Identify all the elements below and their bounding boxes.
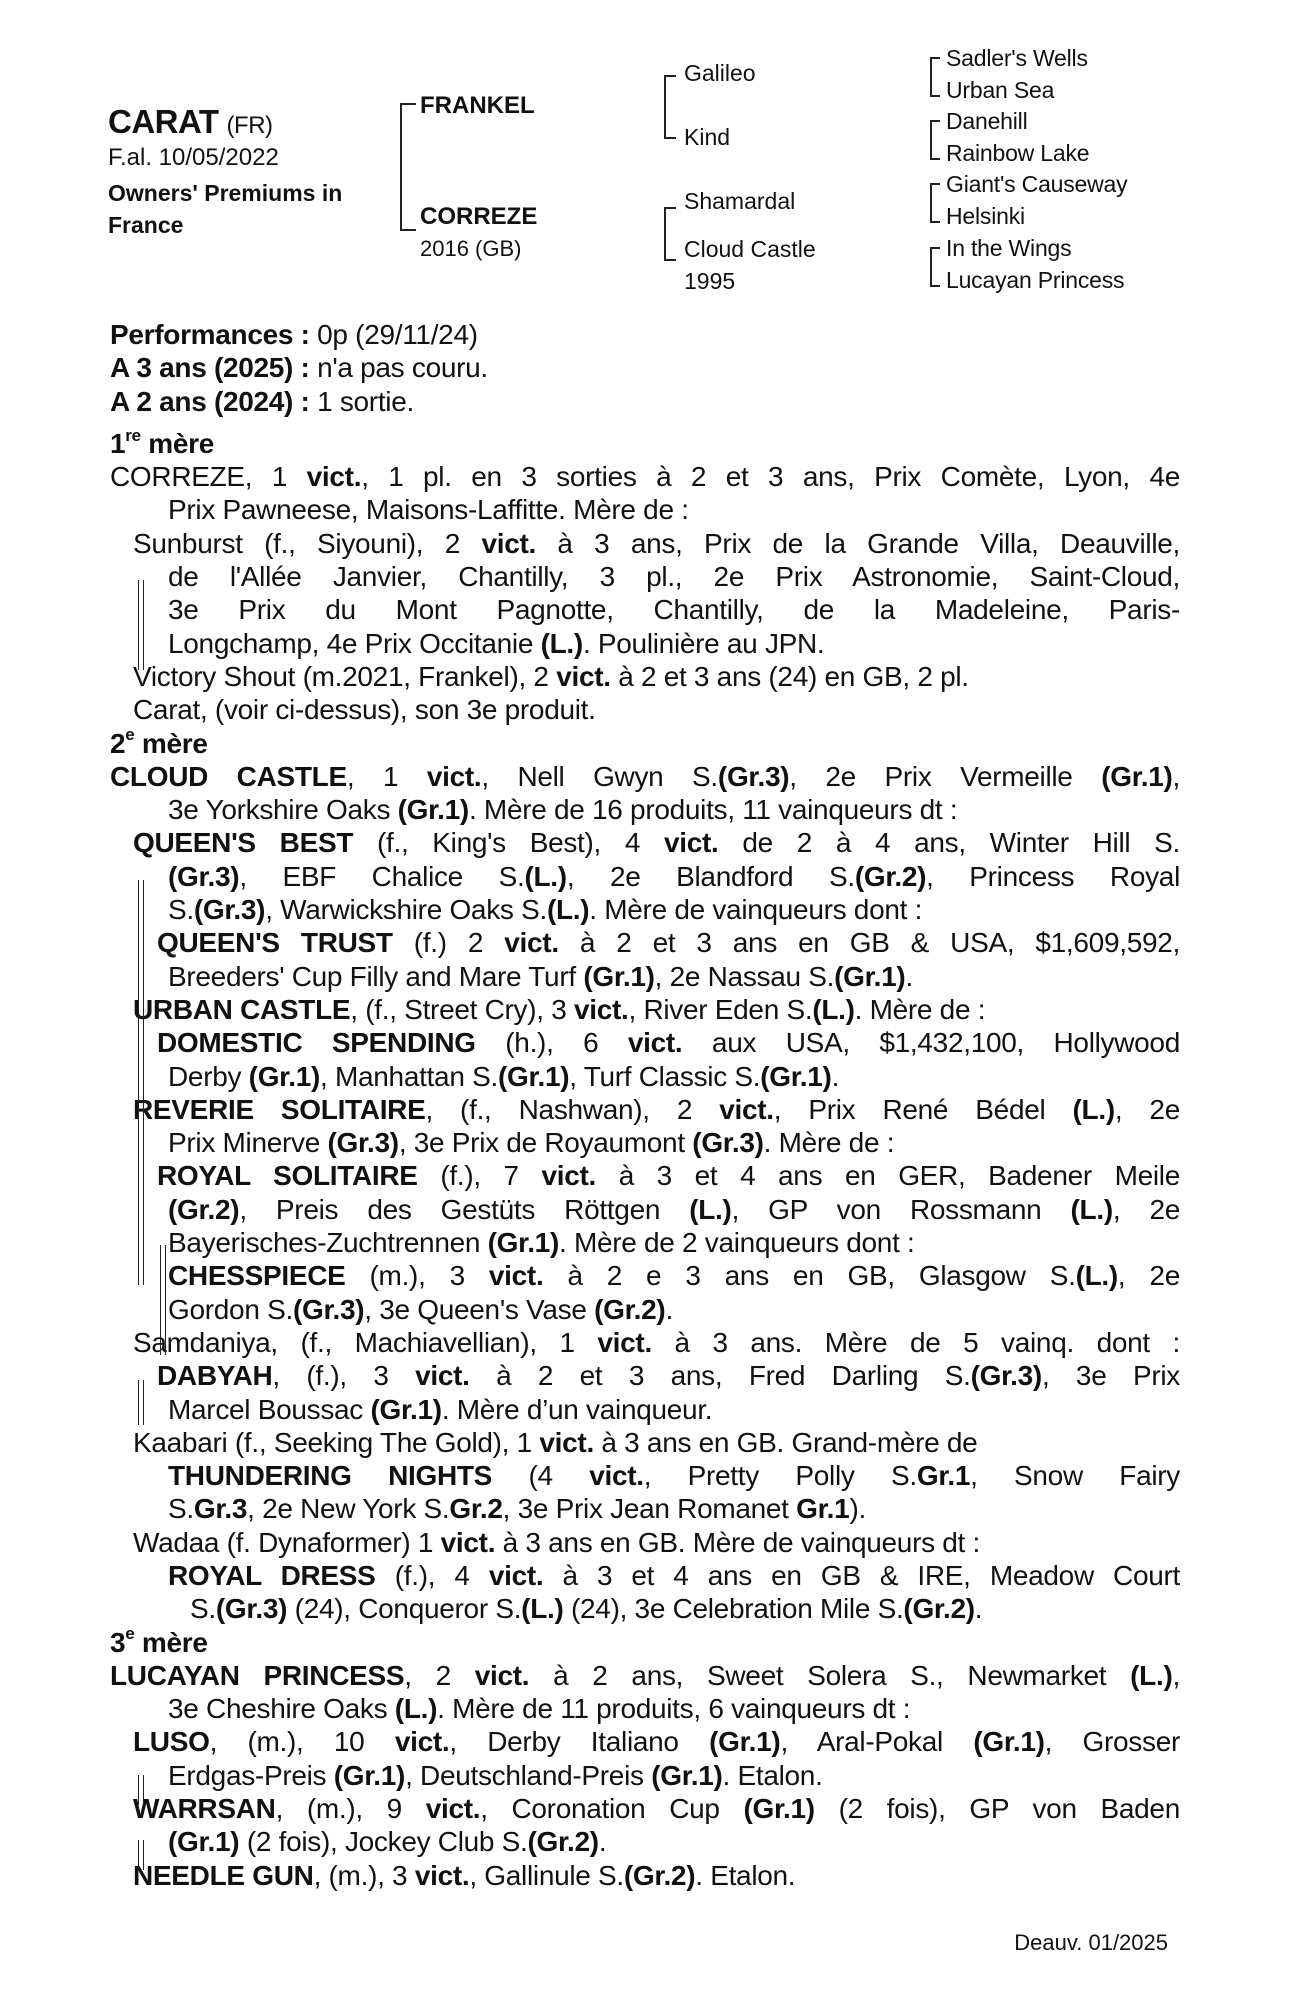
produce-reverie-solitaire: REVERIE SOLITAIRE, (f., Nashwan), 2 vict., Prix René Bédel (L.), 2e: [133, 1093, 1180, 1125]
great-granddam-record: LUCAYAN PRINCESS, 2 vict. à 2 ans, Sweet Solera S., Newmarket (L.),: [110, 1659, 1180, 1691]
double-bar: [138, 1380, 144, 1425]
dam-record: CORREZE, 1 vict., 1 pl. en 3 sorties à 2 et 3 ans, Prix Comète, Lyon, 4e: [110, 461, 1180, 493]
g3-ancestor: Giant's Causeway: [946, 171, 1128, 197]
dam-year: 2016 (GB): [420, 236, 522, 261]
produce-sunburst-cont: 3e Prix du Mont Pagnotte, Chantilly, de la Madeleine, Paris-: [168, 594, 1180, 626]
produce-needle-gun: NEEDLE GUN, (m.), 3 vict., Gallinule S.(Gr.2). Etalon.: [133, 1859, 796, 1891]
produce-wadaa: Wadaa (f. Dynaformer) 1 vict. à 3 ans en GB. Mère de vainqueurs dt :: [133, 1526, 980, 1558]
produce-sunburst: Sunburst (f., Siyouni), 2 vict. à 3 ans, Prix de la Grande Villa, Deauville,: [133, 527, 1180, 559]
produce-queens-best: QUEEN'S BEST (f., King's Best), 4 vict. de 2 à 4 ans, Winter Hill S.: [133, 827, 1180, 859]
section-title-2e-mere: 2e mère: [110, 725, 208, 759]
produce-sunburst-cont: Longchamp, 4e Prix Occitanie (L.). Poulinière au JPN.: [168, 627, 825, 659]
g3-ancestor: Lucayan Princess: [946, 267, 1125, 293]
year-2025-line: A 3 ans (2025) : n'a pas couru.: [110, 352, 488, 384]
performances-line: Performances : 0p (29/11/24): [110, 319, 478, 350]
pedigree-bracket-g3-1: [930, 57, 940, 97]
double-bar: [138, 880, 144, 1085]
produce-domestic-spending: DOMESTIC SPENDING (h.), 6 vict. aux USA, $1,432,100, Hollywood: [157, 1027, 1180, 1059]
race-record: [110, 318, 1180, 1892]
sire-name: FRANKEL: [420, 92, 535, 119]
produce-queens-best-cont: (Gr.3), EBF Chalice S.(L.), 2e Blandford S.(Gr.2), Princess Royal: [168, 860, 1180, 892]
pedigree-bracket-sire: [664, 75, 676, 139]
great-granddam-record-cont: 3e Cheshire Oaks (L.). Mère de 11 produits, 6 vainqueurs dt :: [168, 1693, 911, 1725]
produce-sunburst-cont: de l'Allée Janvier, Chantilly, 3 pl., 2e Prix Astronomie, Saint-Cloud,: [168, 561, 1180, 593]
footer-note: Deauv. 01/2025: [1014, 1930, 1168, 1955]
pedigree-bracket-g3-4: [930, 247, 940, 287]
double-bar: [160, 1245, 166, 1355]
produce-thundering-nights-cont: S.Gr.3, 2e New York S.Gr.2, 3e Prix Jean Romanet Gr.1).: [168, 1493, 866, 1525]
year-2024-line: A 2 ans (2024) : 1 sortie.: [110, 385, 414, 417]
produce-luso: LUSO, (m.), 10 vict., Derby Italiano (Gr.1), Aral-Pokal (Gr.1), Grosser: [133, 1726, 1180, 1758]
produce-dabyah: DABYAH, (f.), 3 vict. à 2 et 3 ans, Fred Darling S.(Gr.3), 3e Prix: [157, 1360, 1180, 1392]
produce-kaabari: Kaabari (f., Seeking The Gold), 1 vict. à 3 ans en GB. Grand-mère de: [133, 1426, 978, 1458]
section-title-3e-mere: 3e mère: [110, 1624, 208, 1658]
produce-royal-solitaire-cont: Bayerisches-Zuchtrennen (Gr.1). Mère de 2 vainqueurs dont :: [168, 1227, 915, 1259]
dam-record-cont: Prix Pawneese, Maisons-Laffitte. Mère de :: [168, 494, 689, 526]
g3-ancestor: Sadler's Wells: [946, 45, 1088, 71]
pedigree-bracket-main: [400, 103, 416, 231]
dam-dam: Cloud Castle: [684, 236, 816, 262]
dam-sire: Shamardal: [684, 188, 796, 214]
produce-domestic-spending-cont: Derby (Gr.1), Manhattan S.(Gr.1), Turf Classic S.(Gr.1).: [168, 1060, 840, 1092]
granddam-record-cont: 3e Yorkshire Oaks (Gr.1). Mère de 16 produits, 11 vainqueurs dt :: [168, 794, 958, 826]
double-bar: [138, 1145, 144, 1285]
produce-luso-cont: Erdgas-Preis (Gr.1), Deutschland-Preis (Gr.1). Etalon.: [168, 1759, 823, 1791]
produce-reverie-solitaire-cont: Prix Minerve (Gr.3), 3e Prix de Royaumont (Gr.3). Mère de :: [168, 1127, 895, 1159]
dam-name: CORREZE: [420, 203, 538, 230]
granddam-record: CLOUD CASTLE, 1 vict., Nell Gwyn S.(Gr.3), 2e Prix Vermeille (Gr.1),: [110, 760, 1180, 792]
produce-samdaniya: Samdaniya, (f., Machiavellian), 1 vict. à 3 ans. Mère de 5 vainq. dont :: [133, 1326, 1180, 1358]
double-bar: [138, 1775, 144, 1805]
horse-name: CARAT (FR): [108, 103, 273, 140]
produce-thundering-nights: THUNDERING NIGHTS (4 vict., Pretty Polly S.Gr.1, Snow Fairy: [168, 1460, 1180, 1492]
produce-queens-best-cont: S.(Gr.3), Warwickshire Oaks S.(L.). Mère de vainqueurs dont :: [168, 894, 923, 926]
double-bar: [138, 1080, 144, 1155]
g3-ancestor: Rainbow Lake: [946, 140, 1090, 166]
produce-carat: Carat, (voir ci-dessus), son 3e produit.: [133, 694, 596, 726]
produce-royal-solitaire: ROYAL SOLITAIRE (f.), 7 vict. à 3 et 4 ans en GER, Badener Meile: [157, 1160, 1180, 1192]
produce-dabyah-cont: Marcel Boussac (Gr.1). Mère d’un vainqueur.: [168, 1393, 713, 1425]
g3-ancestor: Danehill: [946, 108, 1028, 134]
double-bar: [138, 1840, 144, 1870]
double-bar: [138, 580, 144, 670]
g3-ancestor: Urban Sea: [946, 77, 1055, 103]
produce-victory-shout: Victory Shout (m.2021, Frankel), 2 vict. à 2 et 3 ans (24) en GB, 2 pl.: [133, 660, 969, 692]
produce-urban-castle: URBAN CASTLE, (f., Street Cry), 3 vict., River Eden S.(L.). Mère de :: [133, 993, 986, 1025]
section-title-1re-mere: 1re mère: [110, 425, 214, 459]
dam-dam-year: 1995: [684, 268, 736, 294]
produce-warrsan: WARRSAN, (m.), 9 vict., Coronation Cup (Gr.1) (2 fois), GP von Baden: [133, 1793, 1180, 1825]
sire-dam: Kind: [684, 124, 731, 150]
owners-premiums: Owners' Premiums in France: [108, 180, 343, 238]
g3-ancestor: In the Wings: [946, 235, 1072, 261]
pedigree-bracket-g3-2: [930, 120, 940, 160]
pedigree-bracket-g3-3: [930, 183, 940, 223]
horse-origin: (FR): [226, 112, 273, 139]
produce-royal-solitaire-cont: (Gr.2), Preis des Gestüts Röttgen (L.), GP von Rossmann (L.), 2e: [168, 1193, 1180, 1225]
produce-warrsan-cont: (Gr.1) (2 fois), Jockey Club S.(Gr.2).: [168, 1826, 607, 1858]
produce-royal-dress-cont: S.(Gr.3) (24), Conqueror S.(L.) (24), 3e Celebration Mile S.(Gr.2).: [190, 1593, 983, 1625]
produce-royal-dress: ROYAL DRESS (f.), 4 vict. à 3 et 4 ans en GB & IRE, Meadow Court: [168, 1559, 1180, 1591]
produce-queens-trust-cont: Breeders' Cup Filly and Mare Turf (Gr.1), 2e Nassau S.(Gr.1).: [168, 960, 913, 992]
sire-sire: Galileo: [684, 60, 756, 86]
horse-info: F.al. 10/05/2022: [108, 144, 279, 171]
produce-chesspiece-cont: Gordon S.(Gr.3), 3e Queen's Vase (Gr.2).: [168, 1293, 673, 1325]
g3-ancestor: Helsinki: [946, 203, 1025, 229]
pedigree-bracket-dam: [664, 207, 676, 261]
produce-chesspiece: CHESSPIECE (m.), 3 vict. à 2 e 3 ans en GB, Glasgow S.(L.), 2e: [168, 1260, 1180, 1292]
produce-queens-trust: QUEEN'S TRUST (f.) 2 vict. à 2 et 3 ans en GB & USA, $1,609,592,: [157, 927, 1180, 959]
